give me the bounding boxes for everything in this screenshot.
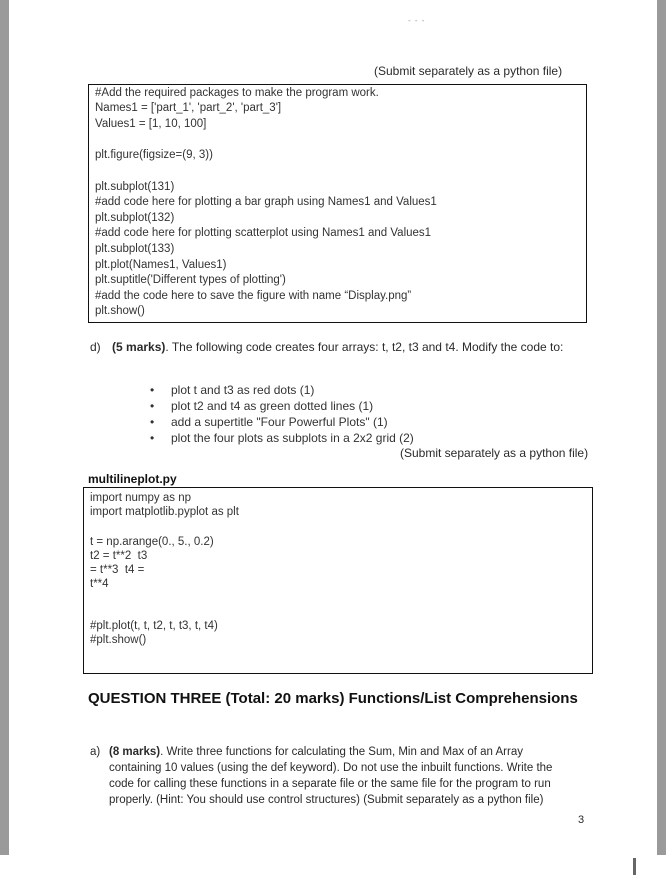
section-c-submit-note: (Submit separately as a python file) [374, 64, 563, 78]
code-line: #add the code here to save the figure with name “Display.png” [95, 290, 412, 302]
code-line: t**4 [90, 578, 109, 590]
code-line: t = np.arange(0., 5., 0.2) [90, 536, 214, 548]
code-line: import numpy as np [90, 492, 191, 504]
code-line: #Add the required packages to make the program work. [95, 87, 379, 99]
part-a-line-1 [109, 744, 589, 760]
section-d-code-box [83, 487, 593, 674]
code-line: import matplotlib.pyplot as plt [90, 506, 239, 518]
code-line: Names1 = ['part_1', 'part_2', 'part_3'] [95, 102, 282, 114]
right-margin-bar [657, 0, 666, 855]
code-line: plt.plot(Names1, Values1) [95, 259, 227, 271]
part-a-marks: (8 marks) [109, 746, 161, 758]
section-d-marks: (5 marks) [112, 340, 166, 354]
page-number: 3 [578, 814, 585, 826]
file-name-label: multilineplot.py [88, 472, 177, 486]
part-a-label: a) [90, 746, 101, 758]
section-d-text: . The following code creates four arrays: t, t2, t3 and t4. Modify the code to: [165, 340, 564, 354]
bullet-dot: • [150, 415, 155, 429]
section-d-bullet: plot t2 and t4 as green dotted lines (1) [171, 399, 374, 413]
question-three-heading: QUESTION THREE (Total: 20 marks) Functions/List Comprehensions [88, 690, 578, 707]
code-line: plt.subplot(133) [95, 243, 175, 255]
left-margin-bar [0, 0, 9, 855]
section-d-bullet: add a supertitle "Four Powerful Plots" (1) [171, 415, 388, 429]
code-line: #plt.show() [90, 634, 147, 646]
section-d-bullet: plot t and t3 as red dots (1) [171, 383, 315, 397]
section-d-submit-note: (Submit separately as a python file) [400, 446, 589, 460]
code-line: Values1 = [1, 10, 100] [95, 118, 207, 130]
bottom-strip [0, 855, 666, 875]
section-d-bullet: plot the four plots as subplots in a 2x2 grid (2) [171, 431, 414, 445]
bottom-mark [633, 858, 636, 875]
code-line: plt.subplot(132) [95, 212, 175, 224]
code-line: #add code here for plotting a bar graph using Names1 and Values1 [95, 196, 437, 208]
section-d-label: d) [90, 340, 101, 354]
section-d-question [90, 340, 563, 355]
code-line: plt.figure(figsize=(9, 3)) [95, 149, 213, 161]
code-line: #plt.plot(t, t, t2, t, t3, t, t4) [90, 620, 218, 632]
code-line: plt.subplot(131) [95, 181, 175, 193]
code-line: plt.show() [95, 305, 145, 317]
code-line: t2 = t**2 t3 [90, 550, 148, 562]
part-a-line-3: code for calling these functions in a separate file or the same file for the program to run [109, 778, 551, 790]
code-line: plt.suptitle('Different types of plotting') [95, 274, 286, 286]
bullet-dot: • [150, 383, 155, 397]
code-line: #add code here for plotting scatterplot using Names1 and Values1 [95, 227, 432, 239]
section-c-code-box [88, 84, 587, 323]
bullet-dot: • [150, 431, 155, 445]
part-a-line-4: properly. (Hint: You should use control structures) (Submit separately as a python file) [109, 794, 544, 806]
part-a-line-2: containing 10 values (using the def keyword). Do not use the inbuilt functions. Write the [109, 762, 553, 774]
code-line: = t**3 t4 = [90, 564, 145, 576]
part-a-text: . Write three functions for calculating the Sum, Min and Max of an Array [160, 746, 523, 758]
top-mark: - - - [408, 16, 426, 25]
bullet-dot: • [150, 399, 155, 413]
